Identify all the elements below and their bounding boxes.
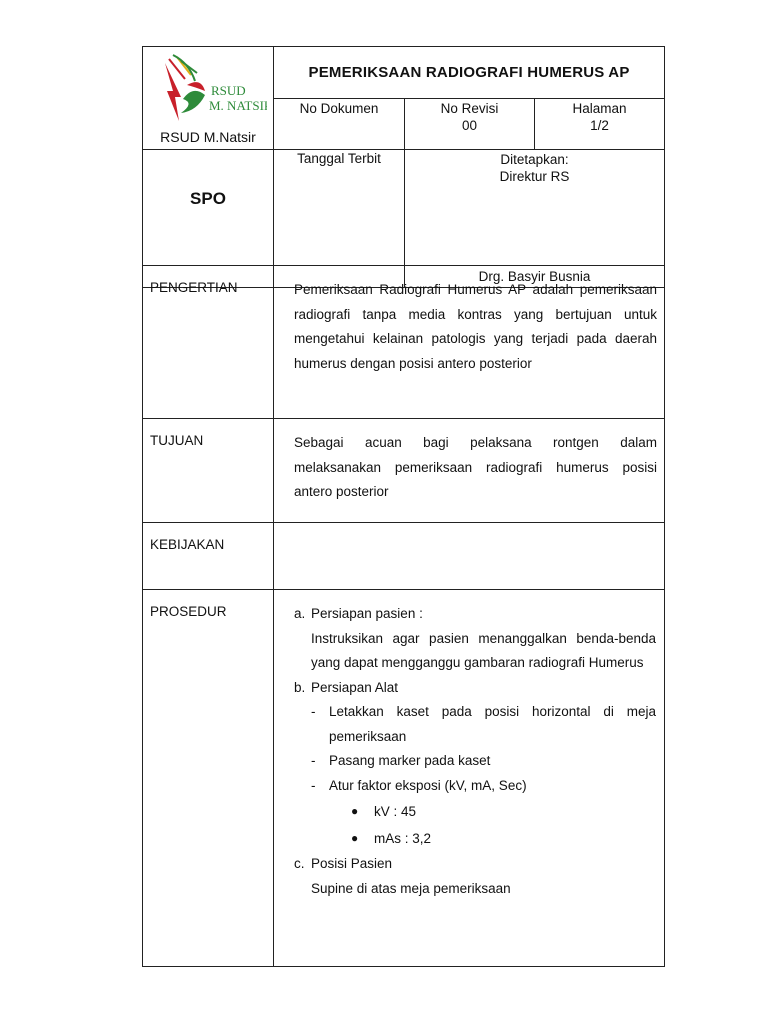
list-item <box>294 798 656 825</box>
spo-label: SPO <box>143 150 274 288</box>
step-b-title: Persiapan Alat <box>311 679 399 695</box>
prosedur-content <box>274 590 665 967</box>
logo-cell <box>143 47 274 150</box>
row-pengertian <box>143 266 665 419</box>
no-dokumen-cell <box>274 99 405 150</box>
step-c-marker: c. <box>294 856 305 871</box>
step-b <box>294 676 656 701</box>
bullet-mas: mAs : 3,2 <box>374 831 432 846</box>
bullet-icon: ● <box>351 831 359 845</box>
step-a-marker: a. <box>294 606 306 621</box>
halaman-cell <box>535 99 665 150</box>
step-b-item-2: Pasang marker pada kaset <box>329 753 491 768</box>
tanggal-terbit-label: Tanggal Terbit <box>274 150 405 288</box>
tujuan-label: TUJUAN <box>143 419 274 523</box>
step-c-text: Supine di atas meja pemeriksaan <box>311 880 511 896</box>
no-dokumen-label: No Dokumen <box>299 101 379 116</box>
kebijakan-text <box>274 523 665 590</box>
list-item: - Atur faktor eksposi (kV, mA, Sec) <box>294 774 656 799</box>
bullet-icon: ● <box>351 804 359 818</box>
row-prosedur <box>143 590 665 967</box>
bullet-kv: kV : 45 <box>374 804 417 819</box>
row-tujuan <box>143 419 665 523</box>
logo-icon <box>151 51 267 127</box>
kebijakan-label: KEBIJAKAN <box>143 523 274 590</box>
tujuan-text: Sebagai acuan bagi pelaksana rontgen dalam melaksanakan pemeriksaan radiografi humerus posisi antero posterior <box>274 419 665 523</box>
content-table <box>142 265 665 967</box>
step-a-title: Persiapan pasien : <box>311 606 423 621</box>
svg-text:M. NATSIR: M. NATSIR <box>209 98 267 113</box>
header-table <box>142 46 665 288</box>
step-b-marker: b. <box>294 679 306 695</box>
step-c-title: Posisi Pasien <box>311 856 393 871</box>
step-c <box>294 852 656 877</box>
ditetapkan-role: Direktur RS <box>499 169 570 184</box>
pengertian-label: PENGERTIAN <box>143 266 274 419</box>
halaman-label: Halaman <box>572 101 627 116</box>
hospital-logo <box>151 51 267 127</box>
step-b-item-3: Atur faktor eksposi (kV, mA, Sec) <box>329 777 527 793</box>
row-kebijakan <box>143 523 665 590</box>
document-title: PEMERIKSAAN RADIOGRAFI HUMERUS AP <box>274 47 665 99</box>
step-b-item-1: Letakkan kaset pada posisi horizontal di meja pemeriksaan <box>329 704 656 744</box>
pengertian-text: Pemeriksaan Radiografi Humerus AP adalah pemeriksaan radiografi tanpa media kontras yang bertujuan untuk mengetahui kelainan patologis yang terjadi pada daerah humerus dengan posisi antero posterior <box>274 266 665 419</box>
step-a <box>294 602 656 627</box>
step-a-text: Instruksikan agar pasien menanggalkan benda-benda yang dapat mengganggu gambaran radiografi Humerus <box>311 630 656 670</box>
no-revisi-cell <box>405 99 535 150</box>
no-revisi-value: 00 <box>461 118 478 133</box>
prosedur-label: PROSEDUR <box>143 590 274 967</box>
list-item: - Pasang marker pada kaset <box>294 749 656 774</box>
halaman-value: 1/2 <box>590 118 609 133</box>
list-item: - Letakkan kaset pada posisi horizontal di meja pemeriksaan <box>294 700 656 749</box>
signer-name: Drg. Basyir Busnia <box>478 269 591 284</box>
list-item <box>294 825 656 852</box>
no-revisi-label: No Revisi <box>440 101 499 116</box>
hospital-name: RSUD M.Natsir <box>160 129 256 145</box>
ditetapkan-label: Ditetapkan: <box>500 152 569 167</box>
svg-text:RSUD: RSUD <box>211 83 246 98</box>
